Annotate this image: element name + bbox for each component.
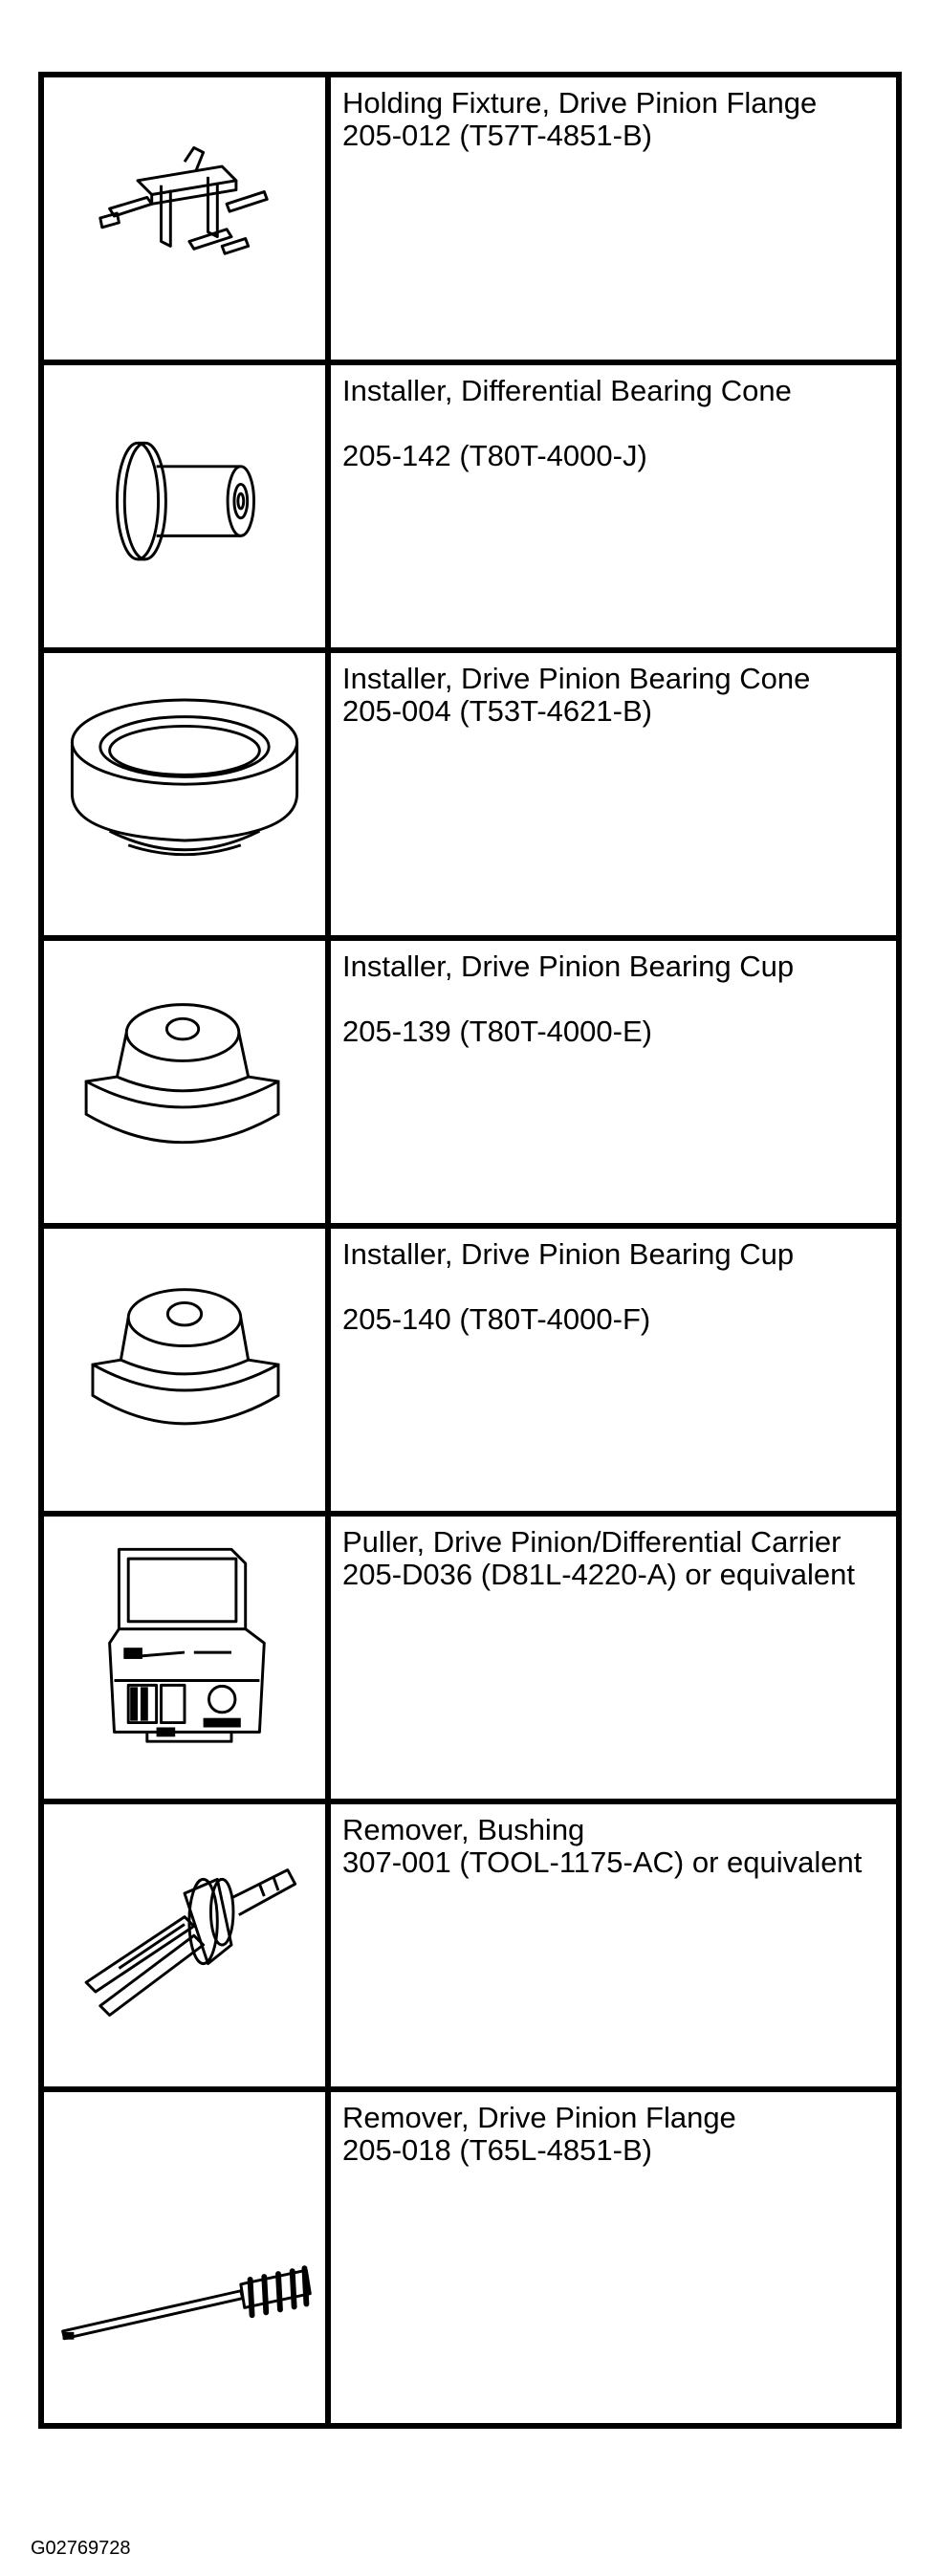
cup-installer-icon bbox=[44, 941, 325, 1212]
tool-number: 205-D036 (D81L-4220-A) or equivalent bbox=[342, 1558, 855, 1591]
table-row bbox=[41, 1801, 899, 2089]
tool-name: Remover, Drive Pinion Flange bbox=[342, 2101, 736, 2134]
tool-name: Installer, Differential Bearing Cone bbox=[342, 374, 792, 407]
holding-fixture-icon bbox=[44, 77, 325, 349]
tool-image-cell bbox=[41, 2089, 328, 2426]
tool-name: Holding Fixture, Drive Pinion Flange bbox=[342, 86, 818, 120]
tool-description-cell bbox=[328, 75, 899, 362]
tool-name: Remover, Bushing bbox=[342, 1813, 585, 1846]
table-row bbox=[41, 1514, 899, 1801]
tool-name: Installer, Drive Pinion Bearing Cup bbox=[342, 1237, 795, 1271]
tool-number: 205-004 (T53T-4621-B) bbox=[342, 694, 652, 728]
tool-number: 205-139 (T80T-4000-E) bbox=[342, 1015, 652, 1048]
table-row bbox=[41, 938, 899, 1226]
tool-image-cell bbox=[41, 938, 328, 1226]
tool-image-cell bbox=[41, 1226, 328, 1514]
tool-number: 205-142 (T80T-4000-J) bbox=[342, 439, 647, 472]
tool-description-cell bbox=[328, 1514, 899, 1801]
tool-name: Installer, Drive Pinion Bearing Cup bbox=[342, 950, 795, 983]
table-row bbox=[41, 2089, 899, 2426]
tool-number: 205-140 (T80T-4000-F) bbox=[342, 1302, 651, 1336]
tool-name: Installer, Drive Pinion Bearing Cone bbox=[342, 662, 811, 695]
figure-id: G02769728 bbox=[31, 2538, 131, 2559]
cup-installer-icon bbox=[44, 1229, 325, 1500]
tool-description-cell bbox=[328, 362, 899, 650]
bushing-remover-icon bbox=[44, 1804, 325, 2076]
special-tools-table bbox=[38, 72, 902, 2429]
table-row bbox=[41, 75, 899, 362]
tool-image-cell bbox=[41, 650, 328, 938]
tool-name: Puller, Drive Pinion/Differential Carrier bbox=[342, 1525, 842, 1559]
tool-image-cell bbox=[41, 1514, 328, 1801]
table-row bbox=[41, 1226, 899, 1514]
table-row bbox=[41, 650, 899, 938]
tool-description-cell bbox=[328, 1226, 899, 1514]
tool-number: 307-001 (TOOL-1175-AC) or equivalent bbox=[342, 1845, 863, 1879]
flange-remover-icon bbox=[44, 2092, 325, 2411]
tool-description-cell bbox=[328, 2089, 899, 2426]
tool-number: 205-018 (T65L-4851-B) bbox=[342, 2133, 652, 2167]
tool-image-cell bbox=[41, 1801, 328, 2089]
bearing-cone-installer-icon bbox=[44, 365, 325, 637]
tool-description-cell bbox=[328, 938, 899, 1226]
tool-image-cell bbox=[41, 362, 328, 650]
tool-number: 205-012 (T57T-4851-B) bbox=[342, 119, 652, 152]
puller-kit-case-icon bbox=[44, 1517, 325, 1788]
tool-description-cell bbox=[328, 1801, 899, 2089]
tool-image-cell bbox=[41, 75, 328, 362]
table-row bbox=[41, 362, 899, 650]
ring-installer-icon bbox=[44, 653, 325, 925]
tool-description-cell bbox=[328, 650, 899, 938]
